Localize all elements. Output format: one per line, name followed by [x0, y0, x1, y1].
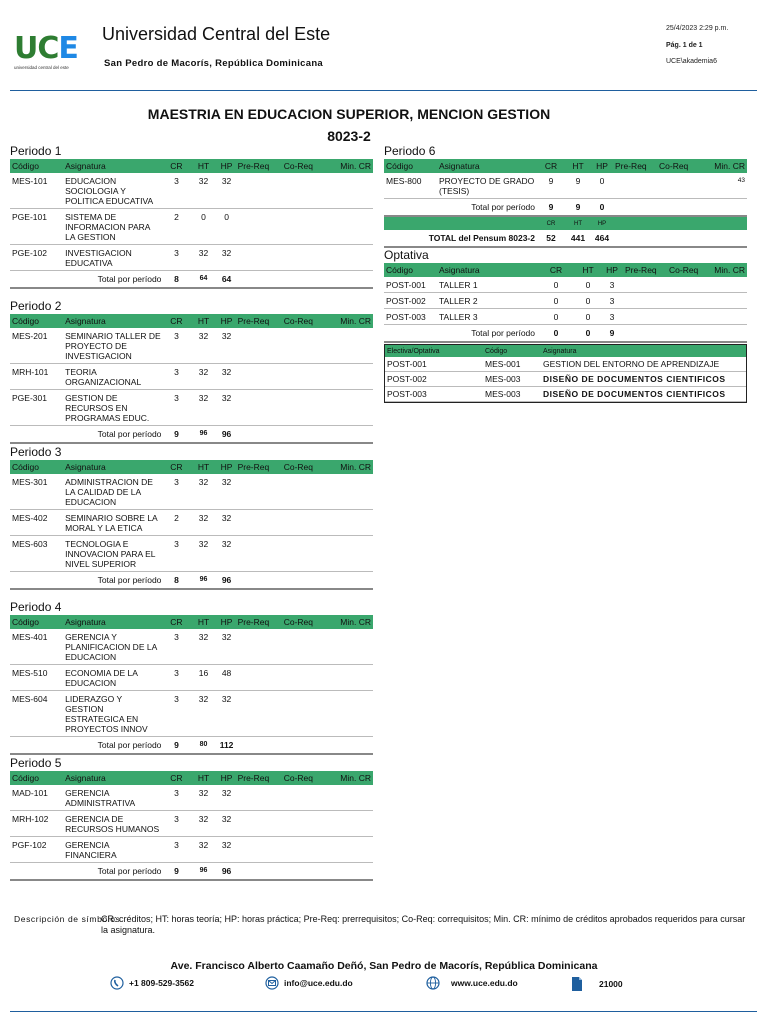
table-row	[10, 691, 373, 737]
col-ht: HT	[575, 263, 601, 277]
electiva-code: POST-003	[385, 387, 483, 402]
period-total-row	[10, 737, 373, 755]
course-name: SISTEMA DE INFORMACION PARA LA GESTION	[63, 209, 163, 245]
period-table	[10, 159, 373, 289]
course-mincr: 43	[703, 173, 747, 199]
table-row	[10, 209, 373, 245]
course-name: ECONOMIA DE LA EDUCACION	[63, 665, 163, 691]
col-coreq: Co-Req	[282, 314, 331, 328]
course-code: MES-603	[10, 536, 63, 572]
course-hp: 32	[218, 837, 236, 863]
total-hp: 96	[218, 863, 236, 881]
total-label: Total por período	[10, 572, 163, 590]
course-name: TEORIA ORGANIZACIONAL	[63, 364, 163, 390]
total-cr: 9	[163, 863, 189, 881]
course-code: MES-003	[483, 372, 541, 387]
table-row	[10, 811, 373, 837]
course-code: MES-001	[483, 357, 541, 372]
period-table	[10, 771, 373, 881]
period-title: Periodo 4	[10, 600, 62, 614]
total-hp: 64	[218, 271, 236, 289]
col-asignatura: Asignatura	[541, 345, 746, 357]
col-cr: CR	[163, 159, 189, 173]
email-icon	[265, 976, 279, 990]
legend-text: CR: créditos; HT: horas teoría; HP: horas práctica; Pre-Req: prerrequisitos; Co-Req: correquisitos; Min. CR: mínimo de créditos aprobados requeridos para cursar la asignatura.	[101, 914, 746, 935]
logo-subtitle: universidad central del este	[14, 65, 69, 70]
col-cr: CR	[163, 460, 189, 474]
course-hp: 3	[601, 293, 623, 309]
col-cr: CR	[537, 263, 575, 277]
col-hp: HP	[218, 771, 236, 785]
total-ht: 9	[565, 199, 591, 217]
col-hp: HP	[218, 460, 236, 474]
course-ht: 32	[189, 474, 217, 510]
period-6-table	[384, 159, 747, 248]
period-total-row	[10, 426, 373, 444]
total-cr: 0	[537, 325, 575, 343]
course-hp: 32	[218, 245, 236, 271]
user-id: UCE\akademia6	[666, 58, 717, 65]
course-cr: 2	[163, 510, 189, 536]
course-code: MES-510	[10, 665, 63, 691]
course-code: PGF-102	[10, 837, 63, 863]
period-total-row	[10, 863, 373, 881]
period-total-row	[10, 572, 373, 590]
course-name: TECNOLOGIA E INNOVACION PARA EL NIVEL SUPERIOR	[63, 536, 163, 572]
col-coreq: Co-Req	[282, 159, 331, 173]
col-ht: HT	[189, 314, 217, 328]
period-5-section	[10, 756, 373, 881]
table-row	[384, 293, 747, 309]
table-row	[10, 328, 373, 364]
period-table	[10, 314, 373, 444]
total-ht: 80	[189, 737, 217, 755]
course-hp: 32	[218, 536, 236, 572]
col-coreq: Co-Req	[282, 615, 331, 629]
col-hp: HP	[591, 216, 613, 230]
course-hp: 0	[218, 209, 236, 245]
course-name: SEMINARIO TALLER DE PROYECTO DE INVESTIGACION	[63, 328, 163, 364]
course-code: MES-301	[10, 474, 63, 510]
footer-phone	[110, 976, 194, 990]
pensum-total-row	[384, 230, 747, 247]
course-ht: 32	[189, 364, 217, 390]
period-table	[10, 615, 373, 755]
web-link[interactable]: www.uce.edu.do	[451, 978, 518, 988]
col-mincr: Min. CR	[331, 615, 373, 629]
period-total-row	[10, 271, 373, 289]
course-name: DISEÑO DE DOCUMENTOS CIENTIFICOS	[541, 372, 746, 387]
phone-text: +1 809-529-3562	[129, 978, 194, 988]
table-row	[384, 277, 747, 293]
total-label: Total por período	[10, 863, 163, 881]
course-name: ADMINISTRACION DE LA CALIDAD DE LA EDUCACION	[63, 474, 163, 510]
col-cr: CR	[163, 615, 189, 629]
col-codigo: Código	[10, 460, 63, 474]
course-name: SEMINARIO SOBRE LA MORAL Y LA ETICA	[63, 510, 163, 536]
course-name: LIDERAZGO Y GESTION ESTRATEGICA EN PROYECTOS INNOV	[63, 691, 163, 737]
logo-wordmark: UCE	[14, 31, 78, 66]
course-code: MES-800	[384, 173, 437, 199]
course-cr: 3	[163, 245, 189, 271]
period-3-section	[10, 445, 373, 590]
program-title: MAESTRIA EN EDUCACION SUPERIOR, MENCION GESTION	[147, 106, 551, 122]
course-cr: 3	[163, 629, 189, 665]
pensum-cr: 52	[537, 230, 565, 247]
col-ht: HT	[565, 159, 591, 173]
course-cr: 3	[163, 837, 189, 863]
course-ht: 0	[189, 209, 217, 245]
col-coreq: Co-Req	[667, 263, 703, 277]
course-ht: 9	[565, 173, 591, 199]
col-ht: HT	[189, 615, 217, 629]
period-4-section	[10, 600, 373, 755]
course-name: TALLER 1	[437, 277, 537, 293]
program-code: 8023-2	[327, 128, 371, 144]
course-name: EDUCACION SOCIOLOGIA Y POLITICA EDUCATIVA	[63, 173, 163, 209]
email-link[interactable]: info@uce.edu.do	[284, 978, 353, 988]
col-prereq: Pre-Req	[236, 460, 282, 474]
total-hp: 112	[218, 737, 236, 755]
header-divider	[10, 90, 757, 91]
course-ht: 32	[189, 629, 217, 665]
total-hp: 9	[601, 325, 623, 343]
course-cr: 3	[163, 785, 189, 811]
col-codigo: Código	[384, 263, 437, 277]
course-cr: 2	[163, 209, 189, 245]
period-title: Periodo 6	[384, 144, 436, 158]
course-name: GESTION DE RECURSOS EN PROGRAMAS EDUC.	[63, 390, 163, 426]
col-prereq: Pre-Req	[236, 159, 282, 173]
course-hp: 0	[591, 173, 613, 199]
course-hp: 32	[218, 173, 236, 209]
course-code: MES-003	[483, 387, 541, 402]
table-header-row	[10, 159, 373, 173]
period-title: Periodo 3	[10, 445, 62, 459]
course-code: MRH-101	[10, 364, 63, 390]
col-codigo: Código	[10, 771, 63, 785]
col-hp: HP	[591, 159, 613, 173]
col-cr: CR	[537, 159, 565, 173]
electiva-code: POST-001	[385, 357, 483, 372]
electiva-box	[384, 344, 747, 403]
course-hp: 32	[218, 785, 236, 811]
table-row	[10, 629, 373, 665]
col-cr: CR	[537, 216, 565, 230]
col-prereq: Pre-Req	[623, 263, 667, 277]
electiva-header-row	[385, 345, 746, 357]
course-ht: 0	[575, 309, 601, 325]
course-code: PGE-301	[10, 390, 63, 426]
col-ht: HT	[189, 771, 217, 785]
pensum-hp: 464	[591, 230, 613, 247]
course-hp: 48	[218, 665, 236, 691]
course-code: MRH-102	[10, 811, 63, 837]
table-row	[385, 357, 746, 372]
col-asignatura: Asignatura	[63, 159, 163, 173]
optativa-section	[384, 248, 747, 403]
total-cr: 8	[163, 271, 189, 289]
course-code: POST-001	[384, 277, 437, 293]
col-asignatura: Asignatura	[63, 615, 163, 629]
col-electiva: Electiva/Optativa	[385, 345, 483, 357]
table-row	[385, 387, 746, 402]
course-code: PGE-101	[10, 209, 63, 245]
course-hp: 32	[218, 629, 236, 665]
page-number: Pág. 1 de 1	[666, 42, 703, 49]
total-hp: 96	[218, 426, 236, 444]
total-hp: 0	[591, 199, 613, 217]
course-hp: 32	[218, 510, 236, 536]
course-hp: 32	[218, 474, 236, 510]
course-name: DISEÑO DE DOCUMENTOS CIENTIFICOS	[541, 387, 746, 402]
course-ht: 32	[189, 691, 217, 737]
phone-icon	[110, 976, 124, 990]
period-1-section	[10, 144, 373, 289]
col-mincr: Min. CR	[331, 159, 373, 173]
course-name: GERENCIA DE RECURSOS HUMANOS	[63, 811, 163, 837]
course-name: TALLER 3	[437, 309, 537, 325]
col-prereq: Pre-Req	[236, 615, 282, 629]
table-header-row	[384, 263, 747, 277]
col-mincr: Min. CR	[331, 314, 373, 328]
col-asignatura: Asignatura	[63, 771, 163, 785]
course-cr: 3	[163, 665, 189, 691]
col-codigo: Código	[10, 314, 63, 328]
legend-label: Descripción de símbolos	[14, 914, 121, 924]
postal-code: 21000	[599, 979, 623, 989]
course-cr: 9	[537, 173, 565, 199]
col-hp: HP	[218, 159, 236, 173]
col-asignatura: Asignatura	[437, 263, 537, 277]
course-code: MES-401	[10, 629, 63, 665]
electiva-table	[385, 345, 746, 402]
total-label: Total por período	[10, 426, 163, 444]
footer-divider	[10, 1011, 757, 1012]
col-mincr: Min. CR	[703, 159, 747, 173]
col-codigo: Código	[10, 615, 63, 629]
footer-web	[426, 976, 518, 990]
course-ht: 32	[189, 328, 217, 364]
course-cr: 3	[163, 474, 189, 510]
col-cr: CR	[163, 771, 189, 785]
course-code: MES-604	[10, 691, 63, 737]
course-cr: 0	[537, 309, 575, 325]
period-total-row	[384, 199, 747, 217]
total-cr: 9	[537, 199, 565, 217]
course-ht: 32	[189, 811, 217, 837]
university-name: Universidad Central del Este	[102, 24, 331, 44]
col-codigo: Código	[483, 345, 541, 357]
document-icon	[570, 976, 584, 992]
course-hp: 3	[601, 277, 623, 293]
course-code: POST-002	[384, 293, 437, 309]
col-prereq: Pre-Req	[236, 314, 282, 328]
total-label: Total por período	[10, 737, 163, 755]
document-header	[0, 0, 768, 90]
period-total-row	[384, 325, 747, 343]
course-cr: 3	[163, 390, 189, 426]
total-ht: 64	[189, 271, 217, 289]
course-hp: 32	[218, 390, 236, 426]
course-ht: 32	[189, 837, 217, 863]
total-label: Total por período	[10, 271, 163, 289]
table-header-row	[384, 159, 747, 173]
table-row	[10, 474, 373, 510]
uce-logo	[14, 31, 86, 74]
col-ht: HT	[565, 216, 591, 230]
course-code: MES-101	[10, 173, 63, 209]
table-row	[10, 510, 373, 536]
total-hp: 96	[218, 572, 236, 590]
course-name: GESTION DEL ENTORNO DE APRENDIZAJE	[541, 357, 746, 372]
table-header-row	[10, 771, 373, 785]
course-ht: 32	[189, 510, 217, 536]
course-cr: 3	[163, 328, 189, 364]
col-asignatura: Asignatura	[63, 460, 163, 474]
total-label: Total por período	[384, 325, 537, 343]
course-ht: 32	[189, 785, 217, 811]
pensum-total-label: TOTAL del Pensum 8023-2	[384, 230, 537, 247]
print-datetime: 25/4/2023 2:29 p.m.	[666, 25, 729, 32]
col-hp: HP	[601, 263, 623, 277]
course-ht: 32	[189, 390, 217, 426]
table-row	[10, 536, 373, 572]
optativa-table	[384, 263, 747, 343]
total-ht: 96	[189, 863, 217, 881]
table-row	[10, 173, 373, 209]
electiva-code: POST-002	[385, 372, 483, 387]
table-row	[10, 390, 373, 426]
course-hp: 32	[218, 328, 236, 364]
period-title: Optativa	[384, 248, 429, 262]
table-row	[385, 372, 746, 387]
course-ht: 32	[189, 536, 217, 572]
course-name: GERENCIA Y PLANIFICACION DE LA EDUCACION	[63, 629, 163, 665]
col-asignatura: Asignatura	[437, 159, 537, 173]
course-code: MAD-101	[10, 785, 63, 811]
course-code: MES-201	[10, 328, 63, 364]
course-cr: 3	[163, 173, 189, 209]
col-asignatura: Asignatura	[63, 314, 163, 328]
table-row	[10, 364, 373, 390]
course-cr: 3	[163, 691, 189, 737]
period-title: Periodo 5	[10, 756, 62, 770]
pensum-header-row	[384, 216, 747, 230]
col-ht: HT	[189, 159, 217, 173]
course-ht: 32	[189, 173, 217, 209]
table-header-row	[10, 314, 373, 328]
col-coreq: Co-Req	[657, 159, 703, 173]
course-name: TALLER 2	[437, 293, 537, 309]
period-title: Periodo 1	[10, 144, 62, 158]
total-label: Total por período	[384, 199, 537, 217]
table-row	[384, 309, 747, 325]
table-header-row	[10, 460, 373, 474]
total-ht: 0	[575, 325, 601, 343]
col-prereq: Pre-Req	[236, 771, 282, 785]
course-name: GERENCIA ADMINISTRATIVA	[63, 785, 163, 811]
pensum-ht: 441	[565, 230, 591, 247]
course-name: GERENCIA FINANCIERA	[63, 837, 163, 863]
col-codigo: Código	[384, 159, 437, 173]
col-cr: CR	[163, 314, 189, 328]
col-ht: HT	[189, 460, 217, 474]
period-table	[10, 460, 373, 590]
course-ht: 0	[575, 293, 601, 309]
course-hp: 3	[601, 309, 623, 325]
col-mincr: Min. CR	[703, 263, 747, 277]
footer-email	[265, 976, 353, 990]
total-cr: 9	[163, 737, 189, 755]
col-mincr: Min. CR	[331, 771, 373, 785]
period-title: Periodo 2	[10, 299, 62, 313]
course-cr: 3	[163, 811, 189, 837]
table-header-row	[10, 615, 373, 629]
course-name: PROYECTO DE GRADO (TESIS)	[437, 173, 537, 199]
course-ht: 0	[575, 277, 601, 293]
course-cr: 3	[163, 364, 189, 390]
course-ht: 16	[189, 665, 217, 691]
footer-postal	[570, 976, 623, 992]
total-cr: 8	[163, 572, 189, 590]
course-hp: 32	[218, 691, 236, 737]
table-row	[384, 173, 747, 199]
total-ht: 96	[189, 572, 217, 590]
col-hp: HP	[218, 615, 236, 629]
footer-address: Ave. Francisco Alberto Caamaño Deñó, San Pedro de Macorís, República Dominicana	[170, 960, 598, 972]
col-coreq: Co-Req	[282, 460, 331, 474]
course-cr: 3	[163, 536, 189, 572]
course-code: POST-003	[384, 309, 437, 325]
university-location: San Pedro de Macorís, República Dominicana	[104, 58, 324, 69]
course-hp: 32	[218, 811, 236, 837]
total-cr: 9	[163, 426, 189, 444]
table-row	[10, 785, 373, 811]
table-row	[10, 665, 373, 691]
course-name: INVESTIGACION EDUCATIVA	[63, 245, 163, 271]
col-mincr: Min. CR	[331, 460, 373, 474]
course-code: MES-402	[10, 510, 63, 536]
course-cr: 0	[537, 277, 575, 293]
total-ht: 96	[189, 426, 217, 444]
col-hp: HP	[218, 314, 236, 328]
course-ht: 32	[189, 245, 217, 271]
table-row	[10, 837, 373, 863]
period-6-section	[384, 144, 747, 248]
col-prereq: Pre-Req	[613, 159, 657, 173]
table-row	[10, 245, 373, 271]
course-hp: 32	[218, 364, 236, 390]
period-2-section	[10, 299, 373, 444]
col-codigo: Código	[10, 159, 63, 173]
course-cr: 0	[537, 293, 575, 309]
globe-icon	[426, 976, 440, 990]
col-coreq: Co-Req	[282, 771, 331, 785]
course-code: PGE-102	[10, 245, 63, 271]
